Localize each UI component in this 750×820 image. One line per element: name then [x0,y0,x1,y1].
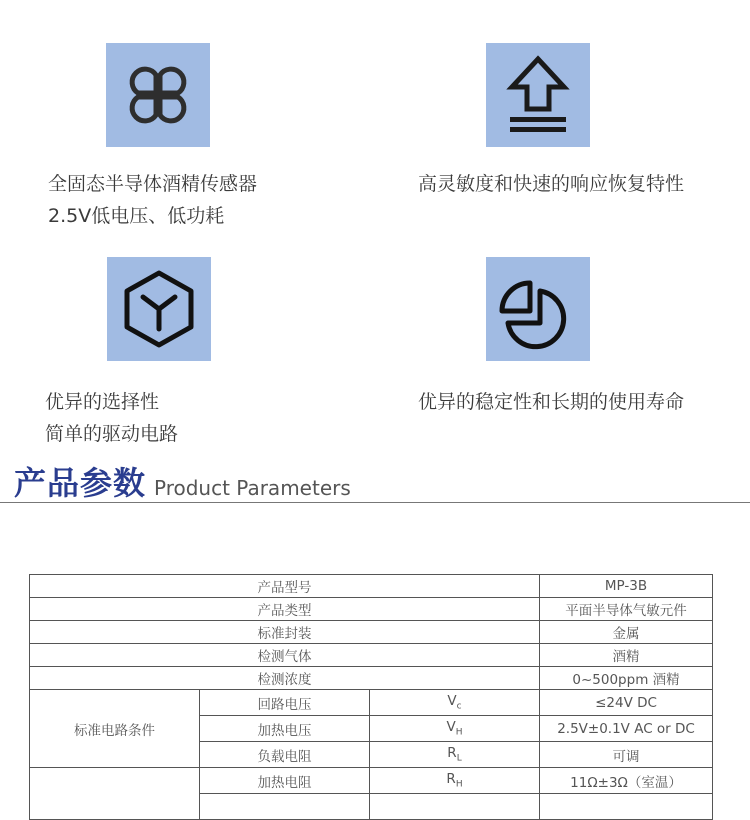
section-divider [0,502,750,503]
feature-text-4 [418,386,684,418]
param-name: 负载电阻 [200,742,370,768]
param-value: 酒精 [540,644,713,667]
param-value: 金属 [540,621,713,644]
feature-text-1 [48,168,257,232]
table-row [30,575,713,598]
feature-icon-tile-2 [486,43,590,147]
feature-line: 优异的稳定性和长期的使用寿命 [418,391,685,413]
feature-line: 高灵敏度和快速的响应恢复特性 [418,173,685,195]
feature-icon-tile-1 [106,43,210,147]
feature-icon-tile-3 [107,257,211,361]
param-label: 标准封装 [30,621,540,644]
table-row [30,598,713,621]
feature-line: 2.5V低电压、低功耗 [48,205,225,227]
param-value: 11Ω±3Ω（室温） [540,768,713,794]
param-value [540,794,713,820]
param-symbol: $R_L$ [370,742,540,768]
param-name: 回路电压 [200,690,370,716]
param-label: 产品型号 [30,575,540,598]
param-value: 0~500ppm 酒精 [540,667,713,690]
feature-icon-tile-4 [486,257,590,361]
feature-text-2 [418,168,684,200]
hexagon-y-icon [107,257,211,361]
group-label [30,768,200,820]
clover-icon [106,43,210,147]
section-title: 产品参数 [14,464,147,502]
param-name [200,794,370,820]
param-name: 加热电阻 [200,768,370,794]
section-subtitle: Product Parameters [154,476,351,500]
param-value: 可调 [540,742,713,768]
param-value: ≤24V DC [540,690,713,716]
param-symbol [370,794,540,820]
param-name: 加热电压 [200,716,370,742]
param-symbol: $V_c$ [370,690,540,716]
feature-text-3 [45,386,178,450]
param-value: MP-3B [540,575,713,598]
table-row [30,667,713,690]
param-label: 检测浓度 [30,667,540,690]
pie-chart-icon [486,257,590,361]
feature-line: 全固态半导体酒精传感器 [48,173,258,195]
feature-line: 优异的选择性 [45,391,160,413]
parameters-table [29,574,713,820]
table-row [30,621,713,644]
param-label: 检测气体 [30,644,540,667]
param-symbol: $V_H$ [370,716,540,742]
group-label: 标准电路条件 [30,690,200,768]
table-row [30,768,713,794]
param-value: 2.5V±0.1V AC or DC [540,716,713,742]
upload-arrow-icon [486,43,590,147]
param-label: 产品类型 [30,598,540,621]
param-value: 平面半导体气敏元件 [540,598,713,621]
table-row [30,644,713,667]
param-symbol: $R_H$ [370,768,540,794]
table-row [30,690,713,716]
feature-line: 简单的驱动电路 [45,423,179,445]
